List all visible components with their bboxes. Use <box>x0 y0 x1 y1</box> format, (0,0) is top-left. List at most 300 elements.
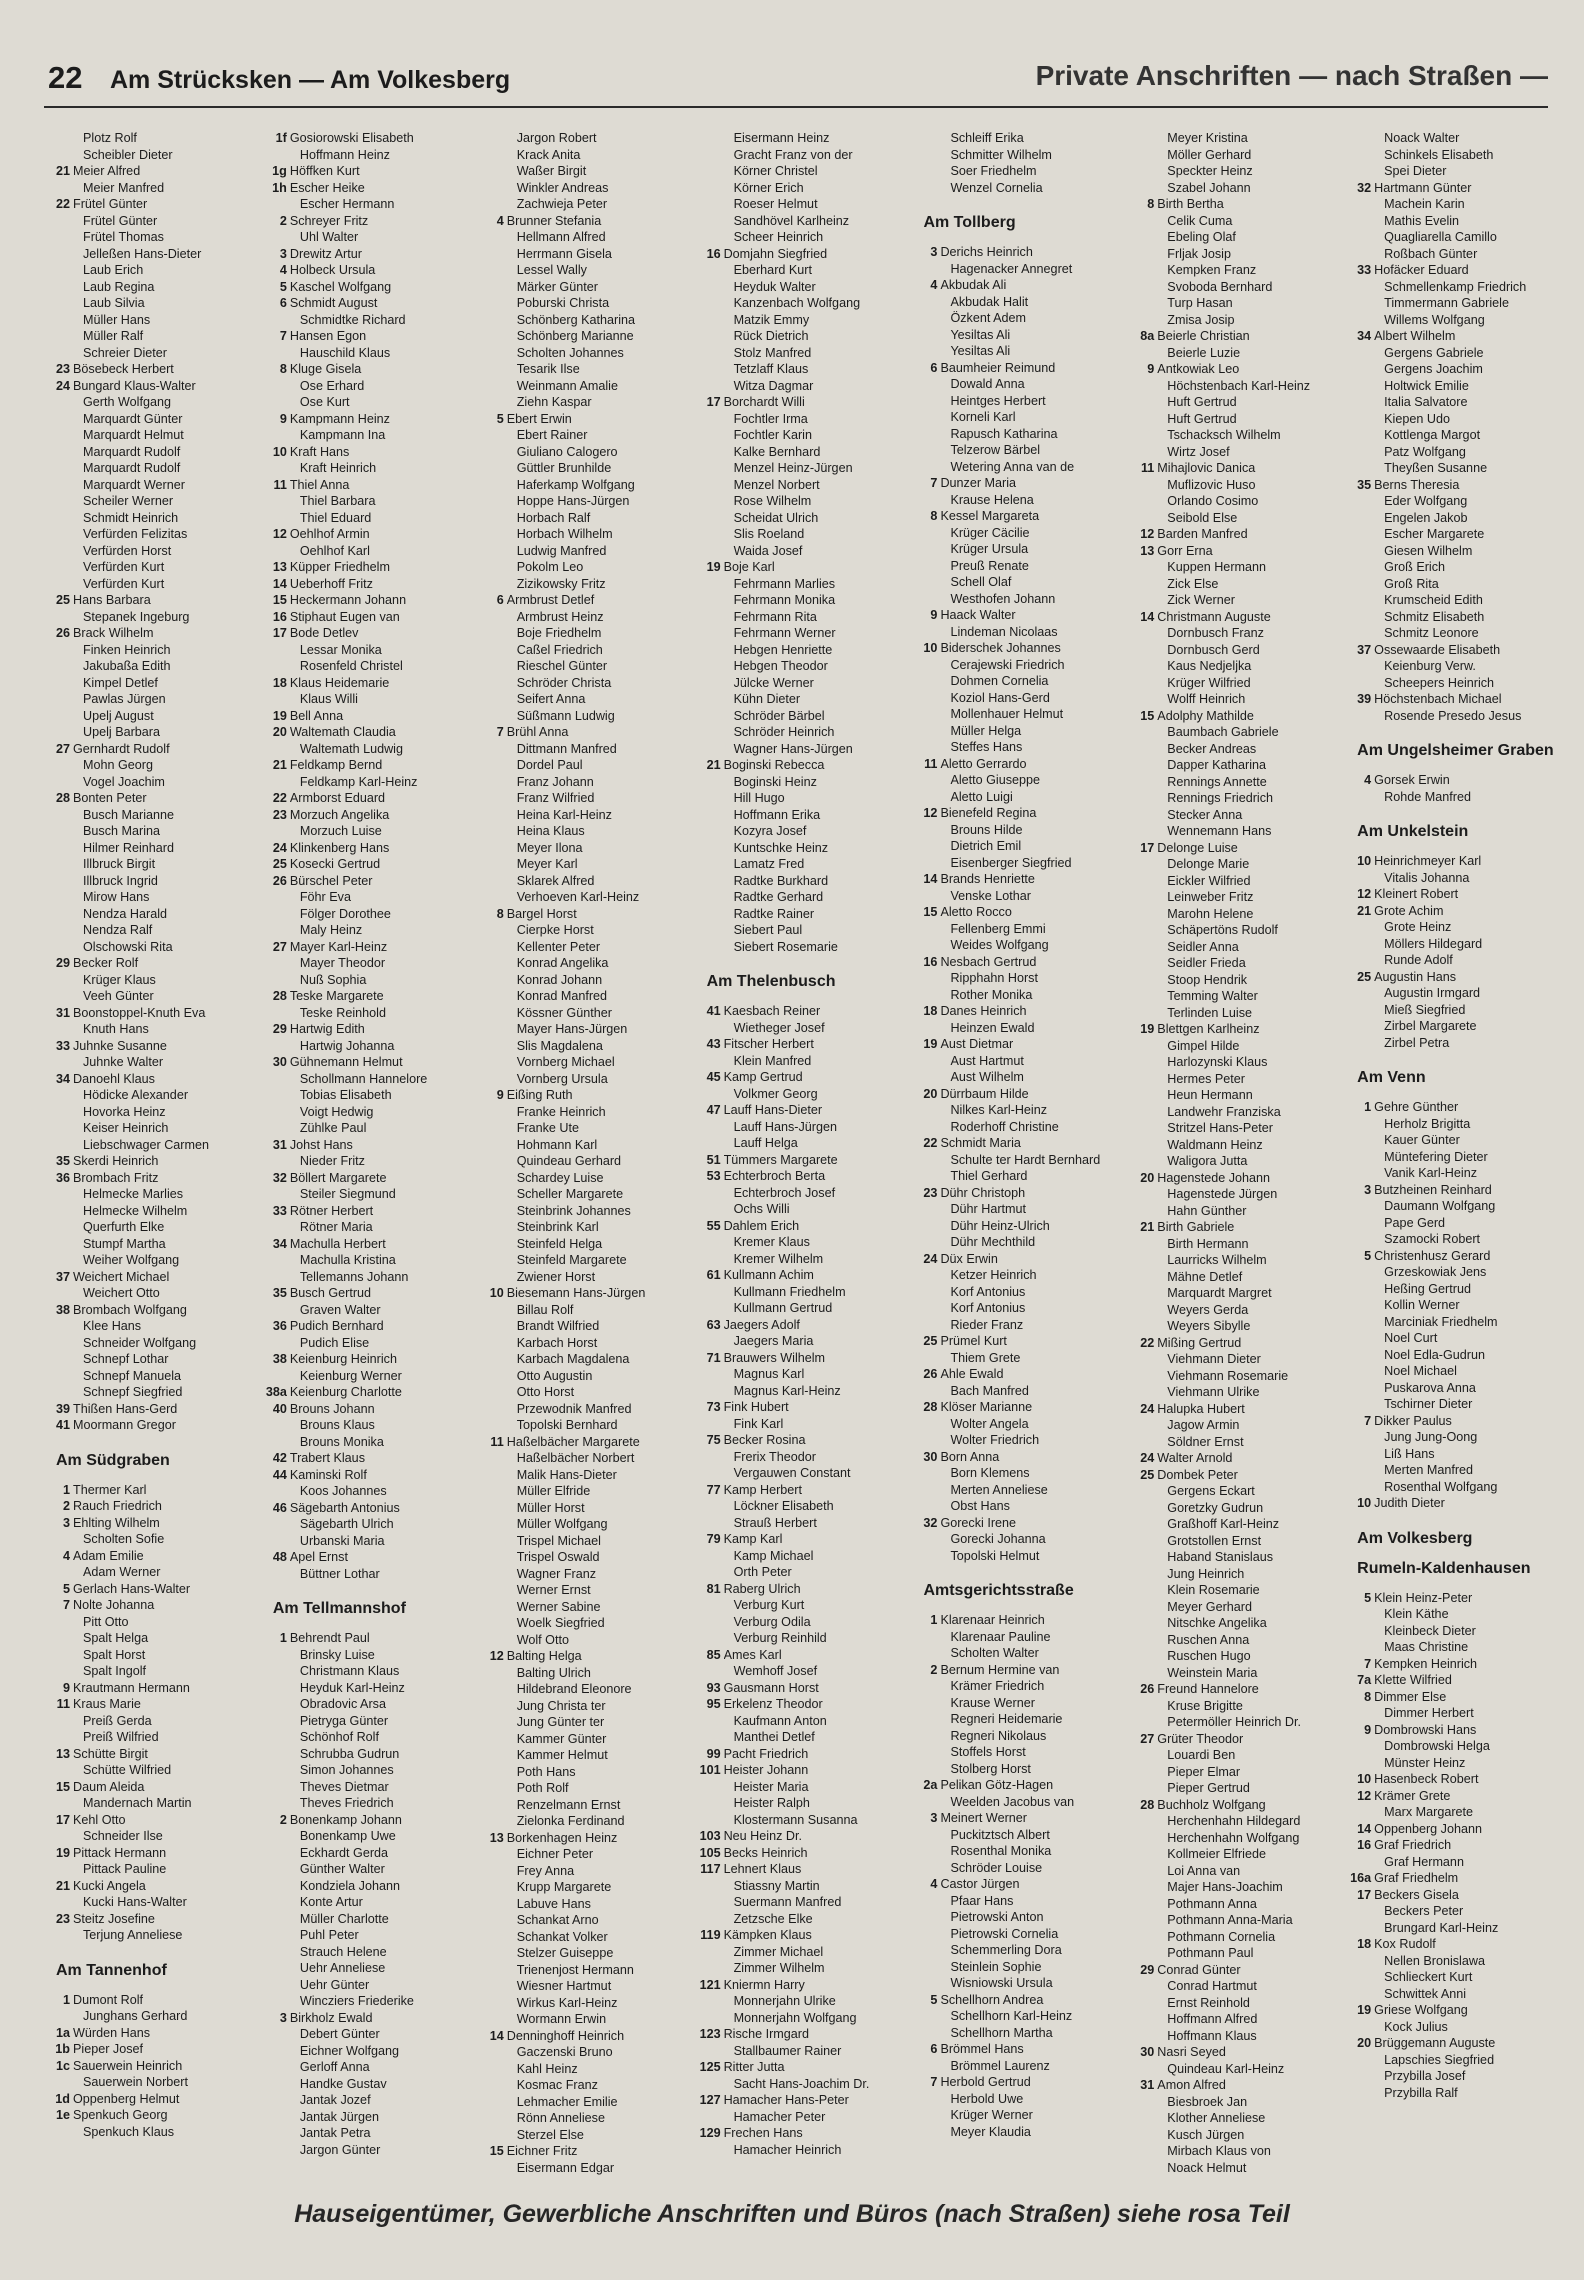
house-number <box>1349 1755 1374 1772</box>
resident-name: Rück Dietrich <box>733 329 809 343</box>
resident-name: Rauch Friedrich <box>73 1499 162 1513</box>
resident-name: Boginski Heinz <box>733 774 817 789</box>
house-number: 32 <box>923 1515 938 1530</box>
house-number <box>1132 1896 1157 1913</box>
house-number <box>915 1548 940 1565</box>
resident-name: Fehrmann Rita <box>733 609 817 624</box>
resident-name: Roßbach Günter <box>1384 246 1478 261</box>
resident-name: Krause Werner <box>950 1695 1035 1710</box>
house-number <box>1132 873 1157 890</box>
house-number <box>915 624 940 641</box>
resident-name: Korf Antonius <box>950 1301 1026 1315</box>
address-entry <box>482 790 693 807</box>
resident-name: Pfaar Hans <box>950 1893 1014 1908</box>
resident-name: Cierpke Horst <box>516 923 594 937</box>
address-entry <box>265 1005 476 1022</box>
house-number <box>48 460 73 477</box>
address-entry <box>1349 1969 1560 1986</box>
address-entry <box>1132 1615 1343 1632</box>
address-entry <box>265 180 476 197</box>
address-entry <box>699 1944 910 1961</box>
resident-name: Oppenberg Helmut <box>73 2091 180 2106</box>
resident-name: Vitalis Johanna <box>1384 870 1470 885</box>
house-number: 123 <box>699 2027 721 2041</box>
resident-name: Klein Manfred <box>733 1053 812 1068</box>
resident-name: Vanik Karl-Heinz <box>1384 1166 1478 1180</box>
address-entry <box>1132 1087 1343 1104</box>
house-number <box>482 1071 507 1088</box>
house-number <box>265 394 290 411</box>
resident-name: Büttner Lothar <box>299 1566 380 1581</box>
address-entry <box>915 624 1126 641</box>
resident-name: Brouns Klaus <box>299 1418 375 1432</box>
house-number <box>915 1728 940 1745</box>
house-number <box>265 642 290 659</box>
resident-name: Becker Rolf <box>73 956 139 970</box>
house-number <box>48 1630 73 1647</box>
resident-name: Bargel Horst <box>506 906 577 921</box>
resident-name: Grote Achim <box>1374 903 1444 918</box>
house-number <box>699 1713 724 1730</box>
house-number: 1 <box>930 1613 938 1627</box>
address-entry <box>1132 2061 1343 2078</box>
address-entry <box>48 394 259 411</box>
address-entry <box>482 1764 693 1781</box>
address-entry <box>482 592 693 609</box>
address-entry <box>48 1795 259 1812</box>
address-entry <box>482 1401 693 1418</box>
address-entry <box>915 1794 1126 1811</box>
address-entry <box>265 1696 476 1713</box>
directory-column <box>1132 130 1349 2185</box>
house-number <box>699 2076 724 2093</box>
resident-name: Jung Günter ter <box>516 1715 605 1729</box>
address-entry <box>265 444 476 461</box>
house-number <box>915 921 940 938</box>
address-entry <box>482 939 693 956</box>
address-entry <box>1132 1681 1343 1698</box>
house-number <box>699 790 724 807</box>
house-number <box>482 2061 507 2078</box>
address-entry <box>265 1285 476 1302</box>
address-entry <box>699 708 910 725</box>
house-number <box>48 1318 73 1335</box>
resident-name: Kremer Wilhelm <box>733 1251 824 1266</box>
address-entry <box>1132 328 1343 345</box>
resident-name: Majer Hans-Joachim <box>1167 1880 1283 1894</box>
resident-name: Kollmeier Elfriede <box>1167 1847 1266 1861</box>
address-entry <box>699 856 910 873</box>
resident-name: Trienenjost Hermann <box>516 1962 634 1977</box>
address-entry <box>48 196 259 213</box>
address-entry <box>915 409 1126 426</box>
resident-name: Engelen Jakob <box>1384 510 1468 525</box>
address-entry <box>265 1516 476 1533</box>
house-number <box>915 1893 940 1910</box>
resident-name: Gerth Wolfgang <box>83 395 171 409</box>
resident-name: Hildebrand Eleonore <box>516 1682 632 1696</box>
house-number: 48 <box>272 1550 287 1564</box>
address-entry <box>1132 213 1343 230</box>
house-number: 28 <box>1140 1797 1155 1812</box>
resident-name: Haßelbächer Norbert <box>516 1451 635 1465</box>
house-number: 34 <box>55 1071 70 1086</box>
resident-name: Meyer Gerhard <box>1167 1599 1252 1614</box>
house-number <box>1132 1632 1157 1649</box>
house-number <box>1349 1986 1374 2003</box>
resident-name: Szamocki Robert <box>1384 1232 1481 1246</box>
resident-name: Birth Bertha <box>1157 197 1224 211</box>
address-entry <box>482 1137 693 1154</box>
resident-name: Gorecki Irene <box>940 1515 1017 1530</box>
address-entry <box>482 1252 693 1269</box>
resident-name: Italia Salvatore <box>1384 395 1468 409</box>
address-entry <box>1349 1821 1560 1838</box>
resident-name: Orlando Cosimo <box>1167 494 1259 508</box>
house-number <box>699 477 724 494</box>
address-entry <box>915 393 1126 410</box>
address-entry <box>1132 510 1343 527</box>
house-number <box>1132 378 1157 395</box>
address-entry <box>1132 1912 1343 1929</box>
house-number <box>1132 2127 1157 2144</box>
resident-name: Hamacher Hans-Peter <box>723 2093 849 2107</box>
house-number <box>482 2011 507 2028</box>
address-entry <box>265 460 476 477</box>
resident-name: Querfurth Elke <box>83 1220 165 1234</box>
address-entry <box>265 1647 476 1664</box>
address-entry <box>265 741 476 758</box>
address-entry <box>482 2094 693 2111</box>
resident-name: Nendza Harald <box>83 906 168 921</box>
resident-name: Ludwig Manfred <box>516 543 607 558</box>
address-entry <box>699 1416 910 1433</box>
resident-name: Pieper Gertrud <box>1167 1781 1250 1795</box>
house-number <box>482 1912 507 1929</box>
address-entry <box>265 1977 476 1994</box>
resident-name: Radtke Burkhard <box>733 873 829 888</box>
address-entry <box>265 1762 476 1779</box>
house-number <box>915 294 940 311</box>
house-number <box>699 1498 724 1515</box>
resident-name: Eckhardt Gerda <box>299 1845 389 1860</box>
resident-name: Föhr Eva <box>299 890 351 904</box>
resident-name: Krack Anita <box>516 147 581 162</box>
address-entry <box>915 1036 1126 1053</box>
house-number <box>482 2127 507 2144</box>
resident-name: Merten Manfred <box>1384 1463 1474 1477</box>
house-number: 24 <box>923 1251 938 1266</box>
house-number: 8 <box>1364 1689 1372 1704</box>
address-entry <box>482 757 693 774</box>
address-entry <box>265 1186 476 1203</box>
house-number <box>1132 906 1157 923</box>
house-number <box>699 576 724 593</box>
house-number: 12 <box>1357 887 1372 901</box>
resident-name: Matzik Emmy <box>733 312 810 327</box>
address-entry <box>48 658 259 675</box>
resident-name: Kuntschke Heinz <box>733 840 829 855</box>
house-number <box>482 675 507 692</box>
address-entry <box>265 1500 476 1517</box>
resident-name: Schneider Wolfgang <box>83 1335 197 1350</box>
address-entry <box>1349 592 1560 609</box>
resident-name: Kottlenga Margot <box>1384 428 1481 442</box>
house-number <box>48 807 73 824</box>
resident-name: Danoehl Klaus <box>73 1071 155 1086</box>
resident-name: Albert Wilhelm <box>1374 329 1456 343</box>
resident-name: Fehrmann Marlies <box>733 576 836 591</box>
resident-name: Akbudak Ali <box>940 278 1007 292</box>
resident-name: Kauer Günter <box>1384 1133 1460 1147</box>
resident-name: Eickler Wilfried <box>1167 873 1251 888</box>
resident-name: Feldkamp Karl-Heinz <box>299 774 418 789</box>
address-entry <box>48 1878 259 1895</box>
address-entry <box>699 1795 910 1812</box>
address-entry <box>699 378 910 395</box>
house-number <box>482 1368 507 1385</box>
resident-name: Verfürden Kurt <box>83 560 165 574</box>
resident-name: Klinkenberg Hans <box>289 840 390 855</box>
house-number <box>48 1531 73 1548</box>
address-entry <box>1349 1018 1560 1035</box>
address-entry <box>48 1762 259 1779</box>
house-number: 1b <box>55 2042 70 2056</box>
address-entry <box>482 1384 693 1401</box>
resident-name: Marquardt Margret <box>1167 1286 1272 1300</box>
house-number: 11 <box>273 477 287 492</box>
address-entry <box>699 1086 910 1103</box>
house-number <box>699 1366 724 1383</box>
resident-name: Haferkamp Wolfgang <box>516 477 635 492</box>
resident-name: Freund Hannelore <box>1157 1682 1259 1696</box>
house-number <box>48 1861 73 1878</box>
resident-name: Dietrich Emil <box>950 839 1022 853</box>
address-entry <box>1132 1978 1343 1995</box>
address-entry <box>265 922 476 939</box>
house-number: 17 <box>272 626 287 640</box>
resident-name: Siebert Rosemarie <box>733 939 838 954</box>
address-entry <box>699 2109 910 2126</box>
house-number: 2 <box>279 1812 287 1827</box>
house-number <box>1349 1165 1374 1182</box>
resident-name: Teske Margarete <box>289 989 384 1003</box>
address-entry <box>1132 774 1343 791</box>
resident-name: Zmisa Josip <box>1167 312 1235 327</box>
address-entry <box>915 822 1126 839</box>
address-entry <box>482 889 693 906</box>
house-number <box>48 526 73 543</box>
address-entry <box>1132 576 1343 593</box>
street-heading: Am Ungelsheimer Graben <box>1357 742 1554 759</box>
address-entry <box>699 328 910 345</box>
address-entry <box>915 426 1126 443</box>
house-number <box>1349 1479 1374 1496</box>
resident-name: Schreier Dieter <box>83 345 167 360</box>
address-entry <box>1349 2085 1560 2102</box>
house-number <box>482 1219 507 1236</box>
resident-name: Kraft Hans <box>289 444 350 459</box>
address-entry <box>1132 1137 1343 1154</box>
resident-name: Vergauwen Constant <box>733 1466 851 1480</box>
house-number: 7 <box>930 476 938 490</box>
house-number <box>1349 378 1374 395</box>
address-entry <box>1349 1314 1560 1331</box>
address-entry <box>915 756 1126 773</box>
house-number: 16 <box>706 246 721 261</box>
house-number: 21 <box>1357 903 1372 918</box>
house-number <box>915 1020 940 1037</box>
address-entry <box>265 262 476 279</box>
house-number <box>915 163 940 180</box>
house-number <box>482 1318 507 1335</box>
house-number <box>1349 675 1374 692</box>
resident-name: Zielonka Ferdinand <box>516 1814 625 1828</box>
resident-name: Rose Wilhelm <box>733 494 812 508</box>
house-number <box>1132 559 1157 576</box>
house-number <box>699 1729 724 1746</box>
house-number: 18 <box>923 1004 938 1018</box>
address-entry <box>1132 939 1343 956</box>
address-entry <box>1132 1830 1343 1847</box>
house-number <box>1132 807 1157 824</box>
house-number <box>48 213 73 230</box>
house-number <box>699 708 724 725</box>
resident-name: Juhnke Susanne <box>73 1038 167 1053</box>
house-number <box>1132 2061 1157 2078</box>
house-number <box>699 1630 724 1647</box>
address-entry <box>1349 180 1560 197</box>
house-number <box>1349 411 1374 428</box>
address-entry <box>1349 1099 1560 1116</box>
address-entry <box>265 312 476 329</box>
address-entry <box>48 1087 259 1104</box>
resident-name: Liß Hans <box>1384 1446 1435 1461</box>
address-entry <box>699 427 910 444</box>
resident-name: Thiel Anna <box>289 477 350 492</box>
resident-name: Schäpertöns Rudolf <box>1167 923 1278 937</box>
resident-name: Slis Magdalena <box>516 1038 603 1053</box>
resident-name: Weiher Wolfgang <box>83 1253 180 1267</box>
house-number <box>1132 130 1157 147</box>
house-number <box>482 361 507 378</box>
address-entry <box>915 310 1126 327</box>
address-entry <box>915 459 1126 476</box>
address-entry <box>482 279 693 296</box>
house-number: 8 <box>1147 197 1155 211</box>
address-entry <box>1132 1863 1343 1880</box>
house-number <box>48 1564 73 1581</box>
resident-name: Scholten Walter <box>950 1646 1039 1660</box>
address-entry <box>1132 1483 1343 1500</box>
house-number <box>1132 262 1157 279</box>
resident-name: Liebschwager Carmen <box>83 1137 209 1152</box>
house-number <box>482 625 507 642</box>
house-number <box>699 411 724 428</box>
resident-name: Schmidt Heinrich <box>83 510 179 525</box>
house-number: 15 <box>272 593 287 607</box>
resident-name: Zimmer Wilhelm <box>733 1961 825 1975</box>
address-entry <box>915 1465 1126 1482</box>
house-number: 5 <box>496 411 504 426</box>
resident-name: Steffes Hans <box>950 740 1023 754</box>
address-entry <box>482 2028 693 2045</box>
house-number: 19 <box>272 708 287 723</box>
house-number <box>699 889 724 906</box>
address-entry <box>48 1302 259 1319</box>
resident-name: Kucki Hans-Walter <box>83 1895 187 1909</box>
address-entry <box>265 427 476 444</box>
house-number: 12 <box>1140 527 1155 541</box>
resident-name: Kühn Dieter <box>733 692 801 706</box>
resident-name: Laurricks Wilhelm <box>1167 1253 1267 1267</box>
address-entry <box>48 147 259 164</box>
house-number <box>48 1186 73 1203</box>
house-number <box>1349 1018 1374 1035</box>
resident-name: Mähne Detlef <box>1167 1269 1243 1284</box>
resident-name: Marquardt Rudolf <box>83 461 181 475</box>
resident-name: Konrad Angelika <box>516 956 609 970</box>
address-entry <box>1132 477 1343 494</box>
resident-name: Beckers Gisela <box>1374 1887 1459 1902</box>
house-number <box>1349 345 1374 362</box>
address-entry <box>1349 543 1560 560</box>
resident-name: Werner Sabine <box>516 1599 601 1614</box>
address-entry <box>915 591 1126 608</box>
resident-name: Kosecki Gertrud <box>289 857 381 871</box>
address-entry <box>699 790 910 807</box>
house-number: 37 <box>1357 642 1372 657</box>
resident-name: Wolter Angela <box>950 1416 1029 1431</box>
address-entry <box>48 1680 259 1697</box>
house-number <box>48 147 73 164</box>
resident-name: Wirtz Josef <box>1167 444 1230 459</box>
house-number <box>915 838 940 855</box>
house-number <box>699 1333 724 1350</box>
address-entry <box>265 1038 476 1055</box>
address-entry <box>265 2142 476 2159</box>
address-entry <box>1349 526 1560 543</box>
address-entry <box>48 906 259 923</box>
house-number: 55 <box>706 1218 721 1233</box>
resident-name: Stumpf Martha <box>83 1236 166 1251</box>
resident-name: Poth Hans <box>516 1764 576 1779</box>
address-entry <box>915 838 1126 855</box>
house-number <box>482 1896 507 1913</box>
address-entry <box>915 888 1126 905</box>
address-entry <box>1349 2019 1560 2036</box>
address-entry <box>482 1978 693 1995</box>
resident-name: Klaus Heidemarie <box>289 675 390 690</box>
house-number: 24 <box>55 378 70 393</box>
house-number <box>265 1960 290 1977</box>
address-entry <box>699 1845 910 1862</box>
address-entry <box>1132 1714 1343 1731</box>
resident-name: Keiser Heinrich <box>83 1121 169 1135</box>
address-entry <box>265 1533 476 1550</box>
address-entry <box>915 772 1126 789</box>
address-entry <box>915 343 1126 360</box>
resident-name: Wirkus Karl-Heinz <box>516 1995 618 2010</box>
resident-name: Klee Hans <box>83 1319 142 1333</box>
address-entry <box>48 1614 259 1631</box>
address-entry <box>265 1236 476 1253</box>
address-entry <box>48 246 259 263</box>
house-number <box>48 1219 73 1236</box>
house-number <box>482 774 507 791</box>
house-number: 40 <box>272 1401 287 1416</box>
resident-name: Krautmann Hermann <box>73 1680 190 1695</box>
